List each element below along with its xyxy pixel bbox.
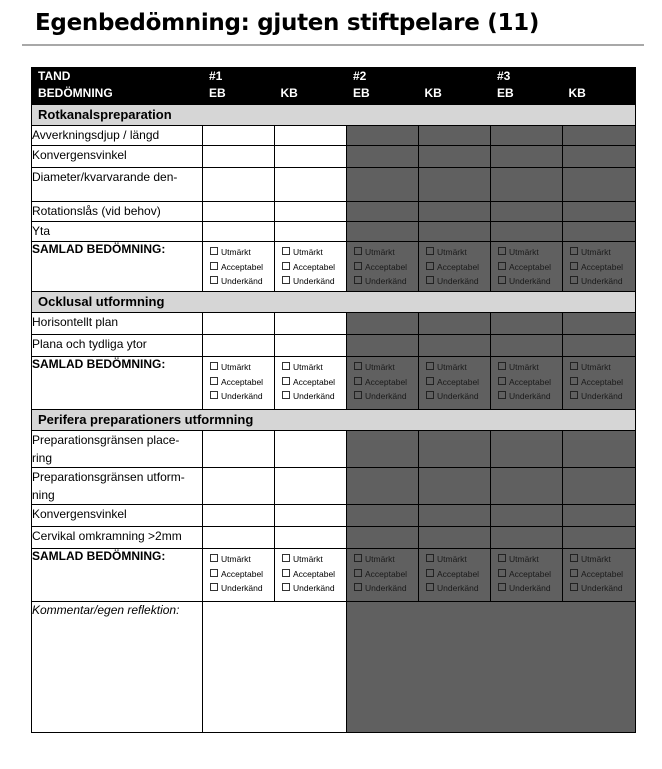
input-cell[interactable] bbox=[275, 126, 347, 146]
comment-label: Kommentar/egen reflektion: bbox=[32, 602, 203, 733]
disabled-cell bbox=[491, 222, 563, 242]
header-tooth-1-eb: #1 EB bbox=[203, 68, 275, 105]
rating-option-label: Acceptabel bbox=[509, 376, 552, 387]
rating-option[interactable] bbox=[275, 260, 346, 275]
rating-option-label: Acceptabel bbox=[365, 376, 408, 387]
input-cell[interactable] bbox=[203, 126, 275, 146]
rating-option[interactable] bbox=[347, 552, 418, 567]
rating-option-label: Underkänd bbox=[581, 391, 623, 401]
checkbox-icon[interactable] bbox=[210, 554, 218, 562]
rating-option[interactable] bbox=[275, 245, 346, 260]
checkbox-icon[interactable] bbox=[570, 377, 578, 385]
summary-label: SAMLAD BEDÖMNING: bbox=[32, 357, 203, 410]
rating-option-label: Underkänd bbox=[581, 583, 623, 593]
input-cell[interactable] bbox=[275, 146, 347, 168]
rating-option[interactable] bbox=[419, 389, 490, 404]
disabled-cell bbox=[347, 146, 419, 168]
rating-option-label: Underkänd bbox=[221, 583, 263, 593]
rating-option[interactable] bbox=[347, 274, 418, 289]
disabled-cell bbox=[491, 527, 563, 549]
rating-option[interactable] bbox=[203, 274, 274, 289]
disabled-cell bbox=[419, 126, 491, 146]
rating-option-label: Utmärkt bbox=[509, 554, 539, 564]
checkbox-icon[interactable] bbox=[498, 362, 506, 370]
rating-option-label: Utmärkt bbox=[437, 362, 467, 372]
rating-option-label: Underkänd bbox=[293, 583, 335, 593]
disabled-cell bbox=[419, 168, 491, 202]
criterion-label: Horisontellt plan bbox=[32, 313, 203, 335]
disabled-cell bbox=[347, 168, 419, 202]
checkbox-icon[interactable] bbox=[426, 569, 434, 577]
header-tooth-2-kb: KB bbox=[419, 68, 491, 105]
rating-option-label: Acceptabel bbox=[221, 568, 264, 579]
rating-option[interactable] bbox=[563, 260, 635, 275]
criterion-row bbox=[32, 202, 636, 222]
summary-row bbox=[32, 549, 636, 602]
checkbox-icon[interactable] bbox=[282, 262, 290, 270]
rating-cell-s0-c4 bbox=[419, 242, 491, 292]
disabled-cell bbox=[419, 468, 491, 505]
checkbox-icon[interactable] bbox=[498, 583, 506, 591]
rating-option[interactable] bbox=[203, 260, 274, 275]
disabled-cell bbox=[563, 431, 636, 468]
rating-cell-s1-c1 bbox=[203, 357, 275, 410]
checkbox-icon[interactable] bbox=[210, 583, 218, 591]
rating-cell-s0-c1 bbox=[203, 242, 275, 292]
disabled-cell bbox=[347, 202, 419, 222]
input-cell[interactable] bbox=[275, 468, 347, 505]
rating-option[interactable] bbox=[347, 375, 418, 390]
criterion-row bbox=[32, 505, 636, 527]
checkbox-icon[interactable] bbox=[282, 377, 290, 385]
checkbox-icon[interactable] bbox=[210, 391, 218, 399]
rating-cell-s1-c5 bbox=[491, 357, 563, 410]
checkbox-icon[interactable] bbox=[354, 569, 362, 577]
rating-cell-s0-c6 bbox=[563, 242, 636, 292]
checkbox-icon[interactable] bbox=[498, 554, 506, 562]
rating-option[interactable] bbox=[563, 581, 635, 596]
checkbox-icon[interactable] bbox=[426, 276, 434, 284]
rating-option-label: Utmärkt bbox=[221, 362, 251, 372]
checkbox-icon[interactable] bbox=[570, 554, 578, 562]
disabled-cell bbox=[419, 313, 491, 335]
rating-cell-s1-c3 bbox=[347, 357, 419, 410]
input-cell[interactable] bbox=[203, 222, 275, 242]
rating-option[interactable] bbox=[347, 389, 418, 404]
rating-option-label: Underkänd bbox=[365, 276, 407, 286]
checkbox-icon[interactable] bbox=[498, 247, 506, 255]
rating-cell-s2-c3 bbox=[347, 549, 419, 602]
rating-option-label: Utmärkt bbox=[365, 247, 395, 257]
rating-cell-s0-c3 bbox=[347, 242, 419, 292]
criterion-label: Preparationsgränsen place- ring bbox=[32, 431, 203, 468]
header-tooth-3-kb: KB bbox=[563, 68, 636, 105]
rating-option[interactable] bbox=[491, 274, 562, 289]
rating-option[interactable] bbox=[275, 567, 346, 582]
rating-option-label: Underkänd bbox=[581, 276, 623, 286]
rating-option-label: Underkänd bbox=[509, 583, 551, 593]
header-tooth-2-eb: #2 EB bbox=[347, 68, 419, 105]
disabled-cell bbox=[491, 202, 563, 222]
input-cell[interactable] bbox=[275, 202, 347, 222]
rating-cell-s1-c6 bbox=[563, 357, 636, 410]
checkbox-icon[interactable] bbox=[282, 391, 290, 399]
rating-option-label: Underkänd bbox=[293, 391, 335, 401]
disabled-cell bbox=[347, 335, 419, 357]
criterion-label: Konvergensvinkel bbox=[32, 505, 203, 527]
checkbox-icon[interactable] bbox=[570, 569, 578, 577]
criterion-label: Cervikal omkramning >2mm bbox=[32, 527, 203, 549]
input-cell[interactable] bbox=[203, 505, 275, 527]
disabled-cell bbox=[491, 313, 563, 335]
rating-option[interactable] bbox=[491, 581, 562, 596]
rating-option[interactable] bbox=[347, 567, 418, 582]
summary-label: SAMLAD BEDÖMNING: bbox=[32, 242, 203, 292]
checkbox-icon[interactable] bbox=[282, 569, 290, 577]
rating-option[interactable] bbox=[491, 552, 562, 567]
rating-option-label: Underkänd bbox=[437, 276, 479, 286]
header-row bbox=[32, 68, 636, 105]
rating-option-label: Underkänd bbox=[365, 391, 407, 401]
criterion-label: Konvergensvinkel bbox=[32, 146, 203, 168]
checkbox-icon[interactable] bbox=[426, 583, 434, 591]
rating-cell-s2-c6 bbox=[563, 549, 636, 602]
rating-option[interactable] bbox=[275, 274, 346, 289]
checkbox-icon[interactable] bbox=[570, 262, 578, 270]
rating-cell-s2-c5 bbox=[491, 549, 563, 602]
disabled-cell bbox=[347, 313, 419, 335]
criterion-label: Plana och tydliga ytor bbox=[32, 335, 203, 357]
checkbox-icon[interactable] bbox=[354, 247, 362, 255]
disabled-cell bbox=[563, 527, 636, 549]
input-cell[interactable] bbox=[203, 168, 275, 202]
checkbox-icon[interactable] bbox=[354, 362, 362, 370]
rating-option-label: Underkänd bbox=[509, 391, 551, 401]
rating-option-label: Acceptabel bbox=[437, 568, 480, 579]
rating-option[interactable] bbox=[563, 245, 635, 260]
checkbox-icon[interactable] bbox=[354, 391, 362, 399]
checkbox-icon[interactable] bbox=[210, 569, 218, 577]
section-header bbox=[32, 292, 636, 313]
rating-option[interactable] bbox=[563, 552, 635, 567]
checkbox-icon[interactable] bbox=[426, 377, 434, 385]
rating-option[interactable] bbox=[419, 567, 490, 582]
checkbox-icon[interactable] bbox=[210, 276, 218, 284]
rating-option-label: Acceptabel bbox=[365, 568, 408, 579]
checkbox-icon[interactable] bbox=[426, 247, 434, 255]
section-header bbox=[32, 105, 636, 126]
checkbox-icon[interactable] bbox=[210, 247, 218, 255]
rating-option-label: Utmärkt bbox=[293, 247, 323, 257]
disabled-cell bbox=[347, 505, 419, 527]
input-cell[interactable] bbox=[275, 527, 347, 549]
rating-option-label: Utmärkt bbox=[293, 554, 323, 564]
criterion-label: Diameter/kvarvarande den- bbox=[32, 168, 203, 202]
rating-option-label: Acceptabel bbox=[581, 261, 624, 272]
rating-option-label: Utmärkt bbox=[221, 554, 251, 564]
rating-option[interactable] bbox=[491, 260, 562, 275]
disabled-cell bbox=[347, 126, 419, 146]
rating-option-label: Acceptabel bbox=[221, 376, 264, 387]
checkbox-icon[interactable] bbox=[282, 583, 290, 591]
disabled-cell bbox=[419, 431, 491, 468]
disabled-cell bbox=[563, 505, 636, 527]
disabled-cell bbox=[419, 335, 491, 357]
disabled-cell bbox=[347, 431, 419, 468]
rating-option[interactable] bbox=[419, 274, 490, 289]
checkbox-icon[interactable] bbox=[498, 377, 506, 385]
input-cell[interactable] bbox=[203, 146, 275, 168]
summary-row bbox=[32, 242, 636, 292]
disabled-cell bbox=[563, 313, 636, 335]
checkbox-icon[interactable] bbox=[498, 262, 506, 270]
rating-cell-s0-c5 bbox=[491, 242, 563, 292]
checkbox-icon[interactable] bbox=[210, 362, 218, 370]
disabled-cell bbox=[419, 505, 491, 527]
section-title: Ocklusal utformning bbox=[32, 292, 636, 313]
rating-option-label: Acceptabel bbox=[437, 376, 480, 387]
checkbox-icon[interactable] bbox=[282, 554, 290, 562]
page-title: Egenbedömning: gjuten stiftpelare (11) bbox=[35, 10, 540, 36]
criterion-label: Yta bbox=[32, 222, 203, 242]
checkbox-icon[interactable] bbox=[498, 569, 506, 577]
rating-cell-s2-c2 bbox=[275, 549, 347, 602]
rating-cell-s1-c2 bbox=[275, 357, 347, 410]
criterion-label: Avverkningsdjup / längd bbox=[32, 126, 203, 146]
rating-option[interactable] bbox=[419, 375, 490, 390]
rating-option-label: Utmärkt bbox=[509, 362, 539, 372]
input-cell[interactable] bbox=[275, 222, 347, 242]
rating-option[interactable] bbox=[491, 375, 562, 390]
criterion-row bbox=[32, 313, 636, 335]
disabled-cell bbox=[563, 146, 636, 168]
rating-option[interactable] bbox=[203, 581, 274, 596]
rating-option-label: Underkänd bbox=[437, 583, 479, 593]
rating-option-label: Acceptabel bbox=[581, 568, 624, 579]
rating-option-label: Utmärkt bbox=[365, 362, 395, 372]
rating-option[interactable] bbox=[275, 389, 346, 404]
disabled-cell bbox=[563, 202, 636, 222]
rating-option[interactable] bbox=[563, 274, 635, 289]
disabled-cell bbox=[347, 468, 419, 505]
rating-option-label: Utmärkt bbox=[221, 247, 251, 257]
header-tand: TAND BEDÖMNING bbox=[32, 68, 203, 105]
rating-option-label: Underkänd bbox=[365, 583, 407, 593]
checkbox-icon[interactable] bbox=[282, 362, 290, 370]
section-title: Rotkanalspreparation bbox=[32, 105, 636, 126]
checkbox-icon[interactable] bbox=[570, 391, 578, 399]
rating-option[interactable] bbox=[203, 360, 274, 375]
summary-label: SAMLAD BEDÖMNING: bbox=[32, 549, 203, 602]
rating-option-label: Utmärkt bbox=[581, 362, 611, 372]
input-cell[interactable] bbox=[203, 335, 275, 357]
disabled-cell bbox=[563, 126, 636, 146]
checkbox-icon[interactable] bbox=[498, 276, 506, 284]
rating-option[interactable] bbox=[563, 375, 635, 390]
checkbox-icon[interactable] bbox=[354, 262, 362, 270]
rating-option-label: Underkänd bbox=[221, 276, 263, 286]
section-title: Perifera preparationers utformning bbox=[32, 410, 636, 431]
checkbox-icon[interactable] bbox=[426, 391, 434, 399]
checkbox-icon[interactable] bbox=[426, 262, 434, 270]
checkbox-icon[interactable] bbox=[570, 583, 578, 591]
input-cell[interactable] bbox=[275, 431, 347, 468]
rating-option-label: Underkänd bbox=[437, 391, 479, 401]
rating-option[interactable] bbox=[419, 360, 490, 375]
header-tooth-1-kb: KB bbox=[275, 68, 347, 105]
disabled-cell bbox=[419, 222, 491, 242]
checkbox-icon[interactable] bbox=[210, 377, 218, 385]
rating-option[interactable] bbox=[347, 245, 418, 260]
rating-option[interactable] bbox=[203, 552, 274, 567]
rating-cell-s0-c2 bbox=[275, 242, 347, 292]
rating-option[interactable] bbox=[491, 245, 562, 260]
input-cell[interactable] bbox=[275, 505, 347, 527]
rating-option-label: Acceptabel bbox=[509, 261, 552, 272]
disabled-cell bbox=[491, 431, 563, 468]
rating-option-label: Acceptabel bbox=[365, 261, 408, 272]
rating-option[interactable] bbox=[491, 567, 562, 582]
disabled-cell bbox=[419, 527, 491, 549]
rating-option[interactable] bbox=[563, 567, 635, 582]
criterion-row bbox=[32, 527, 636, 549]
rating-option[interactable] bbox=[347, 360, 418, 375]
rating-option[interactable] bbox=[419, 245, 490, 260]
rating-cell-s1-c4 bbox=[419, 357, 491, 410]
checkbox-icon[interactable] bbox=[354, 554, 362, 562]
rating-option-label: Acceptabel bbox=[293, 261, 336, 272]
input-cell[interactable] bbox=[203, 431, 275, 468]
disabled-cell bbox=[563, 468, 636, 505]
disabled-cell bbox=[347, 602, 636, 733]
rating-option[interactable] bbox=[275, 552, 346, 567]
rating-option[interactable] bbox=[563, 360, 635, 375]
input-cell[interactable] bbox=[203, 468, 275, 505]
rating-option-label: Utmärkt bbox=[293, 362, 323, 372]
checkbox-icon[interactable] bbox=[282, 247, 290, 255]
rating-option[interactable] bbox=[275, 360, 346, 375]
rating-option-label: Underkänd bbox=[221, 391, 263, 401]
checkbox-icon[interactable] bbox=[570, 276, 578, 284]
rating-option[interactable] bbox=[419, 552, 490, 567]
header-tooth-3-eb: #3 EB bbox=[491, 68, 563, 105]
disabled-cell bbox=[419, 146, 491, 168]
rating-option-label: Acceptabel bbox=[581, 376, 624, 387]
rating-option[interactable] bbox=[203, 245, 274, 260]
section-header bbox=[32, 410, 636, 431]
rating-option-label: Underkänd bbox=[509, 276, 551, 286]
checkbox-icon[interactable] bbox=[354, 276, 362, 284]
rating-option-label: Acceptabel bbox=[221, 261, 264, 272]
criterion-row bbox=[32, 222, 636, 242]
rating-option[interactable] bbox=[275, 581, 346, 596]
checkbox-icon[interactable] bbox=[210, 262, 218, 270]
checkbox-icon[interactable] bbox=[282, 276, 290, 284]
input-cell[interactable] bbox=[275, 335, 347, 357]
rating-option[interactable] bbox=[203, 375, 274, 390]
checkbox-icon[interactable] bbox=[426, 554, 434, 562]
criterion-label: Preparationsgränsen utform- ning bbox=[32, 468, 203, 505]
rating-option-label: Utmärkt bbox=[437, 247, 467, 257]
rating-option-label: Utmärkt bbox=[437, 554, 467, 564]
input-cell[interactable] bbox=[203, 527, 275, 549]
checkbox-icon[interactable] bbox=[426, 362, 434, 370]
assessment-table bbox=[31, 67, 636, 733]
rating-option[interactable] bbox=[491, 360, 562, 375]
rating-option[interactable] bbox=[203, 567, 274, 582]
checkbox-icon[interactable] bbox=[354, 583, 362, 591]
rating-option-label: Acceptabel bbox=[437, 261, 480, 272]
rating-option[interactable] bbox=[419, 260, 490, 275]
rating-option-label: Utmärkt bbox=[365, 554, 395, 564]
disabled-cell bbox=[491, 168, 563, 202]
rating-option-label: Underkänd bbox=[293, 276, 335, 286]
disabled-cell bbox=[563, 222, 636, 242]
criterion-row bbox=[32, 468, 636, 505]
criterion-row bbox=[32, 431, 636, 468]
comment-input[interactable] bbox=[203, 602, 347, 733]
rating-option[interactable] bbox=[347, 581, 418, 596]
summary-row bbox=[32, 357, 636, 410]
disabled-cell bbox=[491, 468, 563, 505]
rating-cell-s2-c4 bbox=[419, 549, 491, 602]
criterion-label: Rotationslås (vid behov) bbox=[32, 202, 203, 222]
criterion-row bbox=[32, 146, 636, 168]
disabled-cell bbox=[491, 335, 563, 357]
rating-option-label: Utmärkt bbox=[581, 247, 611, 257]
checkbox-icon[interactable] bbox=[570, 247, 578, 255]
disabled-cell bbox=[347, 527, 419, 549]
input-cell[interactable] bbox=[203, 313, 275, 335]
rating-option[interactable] bbox=[203, 389, 274, 404]
checkbox-icon[interactable] bbox=[570, 362, 578, 370]
disabled-cell bbox=[563, 335, 636, 357]
comment-row bbox=[32, 602, 636, 733]
input-cell[interactable] bbox=[275, 313, 347, 335]
criterion-row bbox=[32, 168, 636, 202]
rating-cell-s2-c1 bbox=[203, 549, 275, 602]
disabled-cell bbox=[563, 168, 636, 202]
input-cell[interactable] bbox=[203, 202, 275, 222]
rating-option-label: Acceptabel bbox=[293, 376, 336, 387]
rating-option[interactable] bbox=[491, 389, 562, 404]
disabled-cell bbox=[419, 202, 491, 222]
checkbox-icon[interactable] bbox=[354, 377, 362, 385]
checkbox-icon[interactable] bbox=[498, 391, 506, 399]
input-cell[interactable] bbox=[275, 168, 347, 202]
disabled-cell bbox=[491, 505, 563, 527]
title-divider bbox=[22, 44, 644, 46]
rating-option[interactable] bbox=[419, 581, 490, 596]
criterion-row bbox=[32, 126, 636, 146]
rating-option[interactable] bbox=[275, 375, 346, 390]
rating-option-label: Acceptabel bbox=[293, 568, 336, 579]
disabled-cell bbox=[347, 222, 419, 242]
disabled-cell bbox=[491, 146, 563, 168]
rating-option-label: Utmärkt bbox=[509, 247, 539, 257]
rating-option-label: Utmärkt bbox=[581, 554, 611, 564]
rating-option[interactable] bbox=[563, 389, 635, 404]
disabled-cell bbox=[491, 126, 563, 146]
rating-option-label: Acceptabel bbox=[509, 568, 552, 579]
rating-option[interactable] bbox=[347, 260, 418, 275]
criterion-row bbox=[32, 335, 636, 357]
